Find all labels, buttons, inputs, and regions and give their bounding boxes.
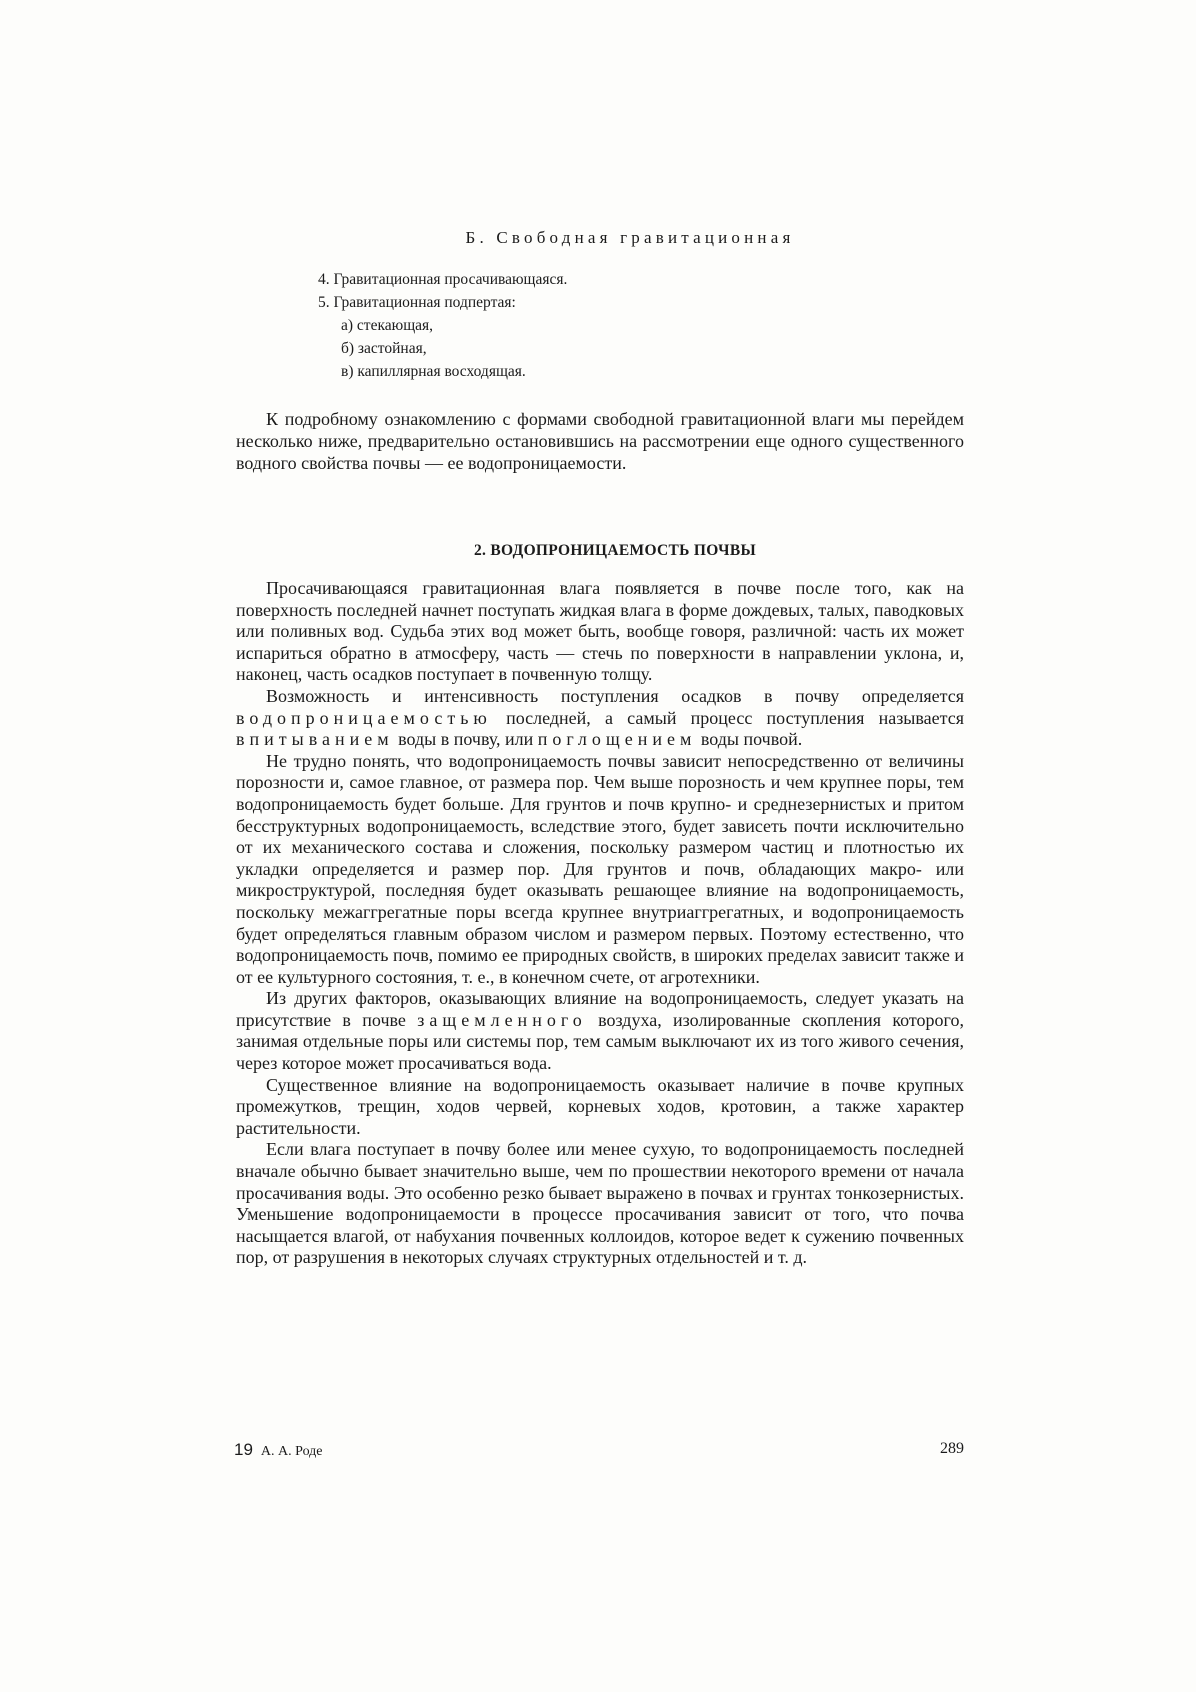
list-subitem: а) стекающая, xyxy=(341,317,434,334)
spaced-term: поглощением xyxy=(537,729,697,750)
paragraph: Существенное влияние на водопроницаемость оказывает наличие в почве крупных промежутков, трещин, ходов червей, корневых ходов, кротовин, а также характер растительности. xyxy=(236,1074,964,1138)
page-footer xyxy=(234,1440,964,1460)
page-number: 289 xyxy=(940,1440,964,1457)
paragraph: Если влага поступает в почву более или менее сухую, то водопроницаемость последней вначале обычно бывает значительно выше, чем по прошествии некоторого времени от начала просачивания воды. Это особенно резко бывает выражено в почвах и грунтах тонкозернистых. Уменьшение водопроницаемости в процессе просачивания зависит от того, что почва насыщается влагой, от набухания почвенных коллоидов, которое ведет к сужению почвенных пор, от разрушения в некоторых случаях структурных отдельностей и т. д. xyxy=(236,1139,964,1268)
intro-paragraph: К подробному ознакомлению с формами свободной гравитационной влаги мы перейдем несколько ниже, предварительно остановившись на рассмотрении еще одного существенного водного свойства почвы — ее водопроницаемости. xyxy=(236,409,964,473)
paragraph-text: Из других факторов, оказывающих влияние на водопроницаемость, следует указать на присутствие в почве xyxy=(236,988,964,1030)
list-item: 4. Гравитационная просачивающаяся. xyxy=(318,271,568,288)
section-heading: Б. Свободная гравитационная xyxy=(465,228,795,247)
list-subitem: б) застойная, xyxy=(341,340,427,357)
paragraph xyxy=(236,686,964,751)
paragraph: Не трудно понять, что водопроницаемость почвы зависит непосредственно от величины порозности и, самое главное, от размера пор. Чем выше порозность и чем крупнее поры, тем водопроницаемость будет больше. Для грунтов и почв крупно- и среднезернистых и притом бесструктурных водопроницаемость, вследствие этого, будет зависеть почти исключительно от их механического состава и сложения, поскольку размером частиц и плотностью их укладки определяется и размер пор. Для грунтов и почв, обладающих макро- или микроструктурой, последняя будет оказывать решающее влияние на водопроницаемость, поскольку межаггрегатные поры всегда крупнее внутриаггрегатных, и водопроницаемость будет определяться главным образом числом и размером первых. Поэтому естественно, что водопроницаемость почв, помимо ее природных свойств, в широких пределах зависит также и от ее культурного состояния, т. е., в конечном счете, от агротехники. xyxy=(236,750,964,987)
paragraph: Просачивающаяся гравитационная влага появляется в почве после того, как на поверхность последней начнет поступать жидкая влага в форме дождевых, талых, паводковых или поливных вод. Судьба этих вод может быть, вообще говоря, различной: часть их может испариться обратно в атмосферу, часть — стечь по поверхности в направлении уклона, и, наконец, часть осадков поступает в почвенную толщу. xyxy=(236,578,964,685)
list-subitem: в) капиллярная восходящая. xyxy=(341,363,526,380)
paragraph xyxy=(236,988,964,1074)
spaced-term: водопроницаемостью xyxy=(236,707,492,728)
chapter-heading: 2. ВОДОПРОНИЦАЕМОСТЬ ПОЧВЫ xyxy=(473,542,757,559)
paragraph-text: воды почвой. xyxy=(696,729,803,750)
paragraph-text: Возможность и интенсивность поступления осадков в почву определяется xyxy=(266,685,964,706)
chapter-body xyxy=(236,578,964,1269)
gravitational-forms-list xyxy=(318,268,567,383)
author-name: А. А. Роде xyxy=(260,1444,323,1459)
signature-number: 19 xyxy=(234,1440,253,1459)
paragraph-text: последней, а самый процесс поступления называется xyxy=(491,707,964,728)
spaced-term: впитыванием xyxy=(236,729,394,750)
paragraph-text: воздуха, изолированные скопления которого, занимая отдельные поры или системы пор, тем самым выключают их из того живого сечения, через которое может просачиваться вода. xyxy=(236,1009,964,1074)
list-item: 5. Гравитационная подпертая: xyxy=(318,294,516,311)
paragraph-text: воды в почву, или xyxy=(393,729,538,750)
spaced-term: защемленного xyxy=(417,1009,587,1030)
